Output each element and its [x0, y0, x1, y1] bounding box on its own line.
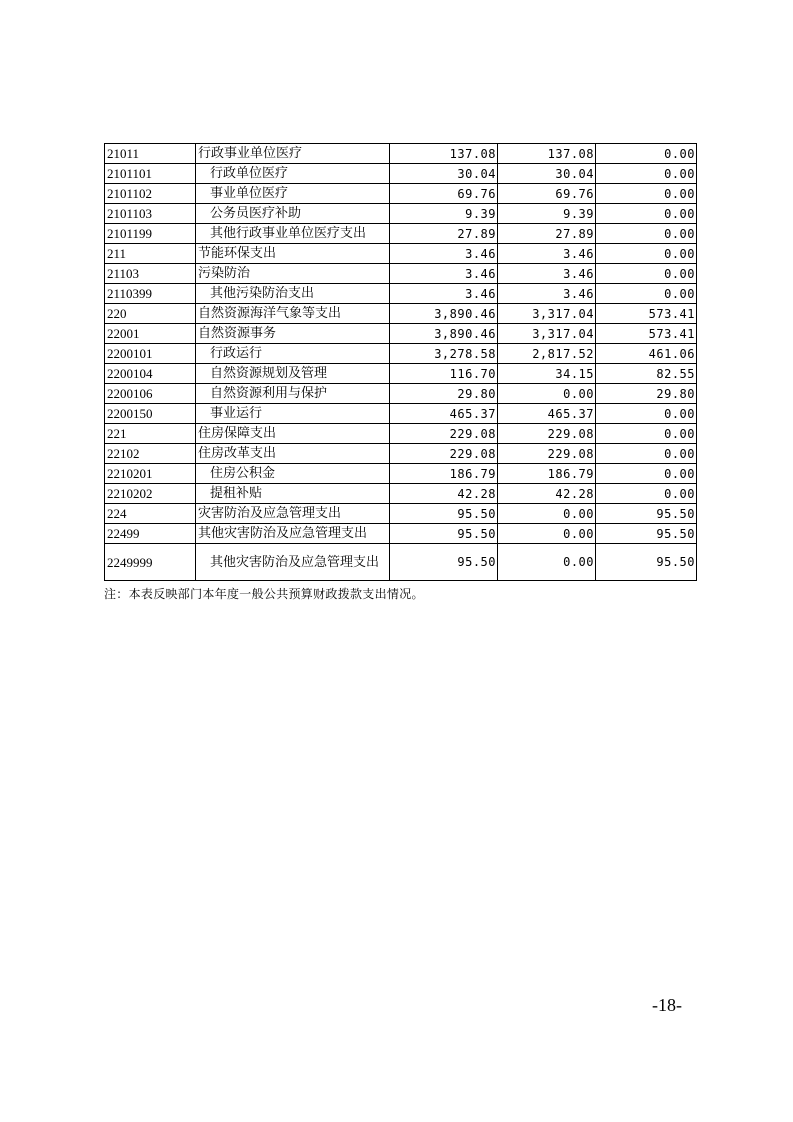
basic-expenditure-cell: 229.08 [498, 444, 596, 464]
basic-expenditure-cell: 9.39 [498, 204, 596, 224]
function-name-cell: 事业单位医疗 [196, 184, 390, 204]
function-name-cell: 住房保障支出 [196, 424, 390, 444]
table-row [105, 184, 697, 204]
function-name-cell: 住房公积金 [196, 464, 390, 484]
function-code-cell: 2101199 [105, 224, 196, 244]
function-name-cell: 行政事业单位医疗 [196, 144, 390, 164]
total-amount-cell: 9.39 [390, 204, 498, 224]
function-code-cell: 211 [105, 244, 196, 264]
page-number: -18- [652, 995, 682, 1015]
basic-expenditure-cell: 3,317.04 [498, 304, 596, 324]
project-expenditure-cell: 0.00 [596, 464, 697, 484]
project-expenditure-cell: 95.50 [596, 544, 697, 581]
project-expenditure-cell: 95.50 [596, 524, 697, 544]
total-amount-cell: 3,278.58 [390, 344, 498, 364]
project-expenditure-cell: 0.00 [596, 224, 697, 244]
function-code-cell: 220 [105, 304, 196, 324]
project-expenditure-cell: 0.00 [596, 484, 697, 504]
function-code-cell: 2210202 [105, 484, 196, 504]
table-row [105, 204, 697, 224]
project-expenditure-cell: 0.00 [596, 284, 697, 304]
function-name-cell: 其他灾害防治及应急管理支出 [196, 544, 390, 581]
function-name-cell: 事业运行 [196, 404, 390, 424]
function-code-cell: 22499 [105, 524, 196, 544]
project-expenditure-cell: 0.00 [596, 144, 697, 164]
function-name-cell: 自然资源利用与保护 [196, 384, 390, 404]
basic-expenditure-cell: 27.89 [498, 224, 596, 244]
total-amount-cell: 30.04 [390, 164, 498, 184]
basic-expenditure-cell: 42.28 [498, 484, 596, 504]
project-expenditure-cell: 0.00 [596, 404, 697, 424]
budget-expenditure-table [104, 143, 697, 581]
basic-expenditure-cell: 0.00 [498, 524, 596, 544]
basic-expenditure-cell: 3.46 [498, 264, 596, 284]
function-name-cell: 节能环保支出 [196, 244, 390, 264]
function-name-cell: 行政单位医疗 [196, 164, 390, 184]
function-code-cell: 2200106 [105, 384, 196, 404]
basic-expenditure-cell: 3.46 [498, 284, 596, 304]
basic-expenditure-cell: 0.00 [498, 544, 596, 581]
basic-expenditure-cell: 3.46 [498, 244, 596, 264]
table-row [105, 284, 697, 304]
table-row [105, 244, 697, 264]
project-expenditure-cell: 0.00 [596, 424, 697, 444]
table-row [105, 424, 697, 444]
table-row [105, 444, 697, 464]
table-row [105, 304, 697, 324]
basic-expenditure-cell: 2,817.52 [498, 344, 596, 364]
table-row [105, 324, 697, 344]
project-expenditure-cell: 0.00 [596, 164, 697, 184]
project-expenditure-cell: 0.00 [596, 244, 697, 264]
table-row [105, 364, 697, 384]
table-row [105, 224, 697, 244]
table-row [105, 144, 697, 164]
basic-expenditure-cell: 229.08 [498, 424, 596, 444]
basic-expenditure-cell: 3,317.04 [498, 324, 596, 344]
function-code-cell: 2101103 [105, 204, 196, 224]
function-code-cell: 22102 [105, 444, 196, 464]
total-amount-cell: 3.46 [390, 264, 498, 284]
project-expenditure-cell: 0.00 [596, 184, 697, 204]
total-amount-cell: 95.50 [390, 544, 498, 581]
basic-expenditure-cell: 0.00 [498, 504, 596, 524]
table-row [105, 524, 697, 544]
function-name-cell: 自然资源事务 [196, 324, 390, 344]
function-code-cell: 2110399 [105, 284, 196, 304]
function-name-cell: 公务员医疗补助 [196, 204, 390, 224]
project-expenditure-cell: 573.41 [596, 304, 697, 324]
basic-expenditure-cell: 137.08 [498, 144, 596, 164]
function-code-cell: 221 [105, 424, 196, 444]
function-code-cell: 224 [105, 504, 196, 524]
basic-expenditure-cell: 186.79 [498, 464, 596, 484]
function-code-cell: 21011 [105, 144, 196, 164]
function-code-cell: 21103 [105, 264, 196, 284]
total-amount-cell: 42.28 [390, 484, 498, 504]
total-amount-cell: 116.70 [390, 364, 498, 384]
basic-expenditure-cell: 69.76 [498, 184, 596, 204]
table-body [105, 144, 697, 581]
function-name-cell: 自然资源海洋气象等支出 [196, 304, 390, 324]
table-row [105, 264, 697, 284]
project-expenditure-cell: 29.80 [596, 384, 697, 404]
basic-expenditure-cell: 34.15 [498, 364, 596, 384]
project-expenditure-cell: 95.50 [596, 504, 697, 524]
basic-expenditure-cell: 30.04 [498, 164, 596, 184]
total-amount-cell: 3,890.46 [390, 304, 498, 324]
total-amount-cell: 69.76 [390, 184, 498, 204]
function-code-cell: 2200101 [105, 344, 196, 364]
total-amount-cell: 95.50 [390, 524, 498, 544]
project-expenditure-cell: 461.06 [596, 344, 697, 364]
function-name-cell: 提租补贴 [196, 484, 390, 504]
total-amount-cell: 186.79 [390, 464, 498, 484]
function-code-cell: 22001 [105, 324, 196, 344]
function-name-cell: 灾害防治及应急管理支出 [196, 504, 390, 524]
basic-expenditure-cell: 0.00 [498, 384, 596, 404]
total-amount-cell: 137.08 [390, 144, 498, 164]
project-expenditure-cell: 0.00 [596, 444, 697, 464]
project-expenditure-cell: 82.55 [596, 364, 697, 384]
basic-expenditure-cell: 465.37 [498, 404, 596, 424]
function-code-cell: 2101101 [105, 164, 196, 184]
function-name-cell: 行政运行 [196, 344, 390, 364]
table-row [105, 344, 697, 364]
function-code-cell: 2200150 [105, 404, 196, 424]
project-expenditure-cell: 0.00 [596, 264, 697, 284]
project-expenditure-cell: 573.41 [596, 324, 697, 344]
total-amount-cell: 95.50 [390, 504, 498, 524]
table-row [105, 164, 697, 184]
function-name-cell: 其他污染防治支出 [196, 284, 390, 304]
total-amount-cell: 465.37 [390, 404, 498, 424]
function-name-cell: 自然资源规划及管理 [196, 364, 390, 384]
function-name-cell: 住房改革支出 [196, 444, 390, 464]
function-name-cell: 其他灾害防治及应急管理支出 [196, 524, 390, 544]
function-name-cell: 其他行政事业单位医疗支出 [196, 224, 390, 244]
total-amount-cell: 29.80 [390, 384, 498, 404]
table-row [105, 484, 697, 504]
total-amount-cell: 229.08 [390, 444, 498, 464]
total-amount-cell: 3.46 [390, 284, 498, 304]
function-code-cell: 2210201 [105, 464, 196, 484]
total-amount-cell: 229.08 [390, 424, 498, 444]
table-row [105, 504, 697, 524]
project-expenditure-cell: 0.00 [596, 204, 697, 224]
table-row [105, 464, 697, 484]
total-amount-cell: 3.46 [390, 244, 498, 264]
total-amount-cell: 3,890.46 [390, 324, 498, 344]
function-code-cell: 2101102 [105, 184, 196, 204]
function-name-cell: 污染防治 [196, 264, 390, 284]
table-note: 注：本表反映部门本年度一般公共预算财政拨款支出情况。 [104, 587, 424, 601]
table-row [105, 404, 697, 424]
function-code-cell: 2249999 [105, 544, 196, 581]
table-row [105, 384, 697, 404]
total-amount-cell: 27.89 [390, 224, 498, 244]
table-row [105, 544, 697, 581]
function-code-cell: 2200104 [105, 364, 196, 384]
